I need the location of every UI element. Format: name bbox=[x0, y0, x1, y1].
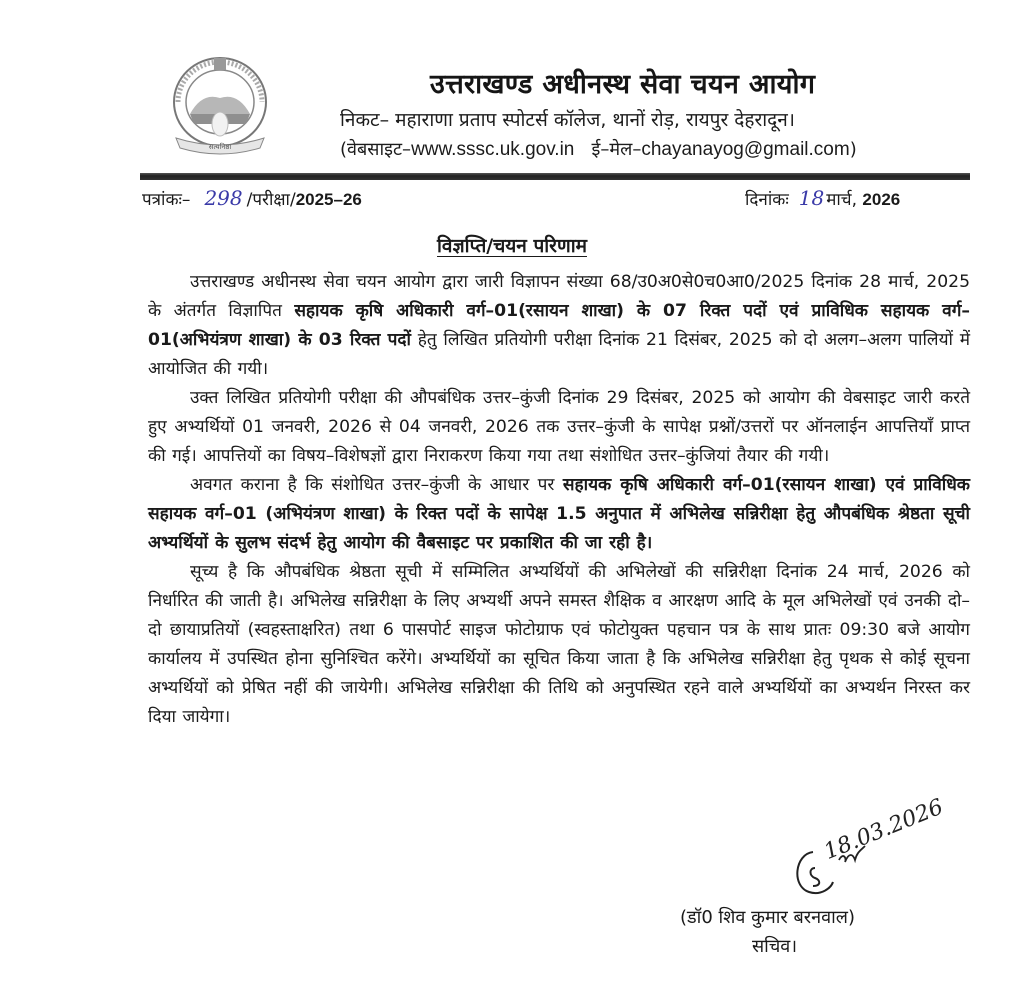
reference-number bbox=[142, 186, 362, 210]
date-month: मार्च, bbox=[826, 190, 857, 210]
paragraph-1 bbox=[148, 268, 970, 384]
contact-suffix: ) bbox=[849, 139, 857, 160]
notice-body bbox=[148, 268, 970, 732]
paragraph-text: सूच्य है कि औपबंधिक श्रेष्ठता सूची में सम्मिलित अभ्यर्थियों की अभिलेखों की सन्निरीक्षा दिनांक 24 मार्च, 2026 को निर्धारित की जाती है। अभिलेख सन्निरीक्षा के लिए अभ्यर्थी अपने समस्त शैक्षिक व आरक्षण आदि के मूल अभिलेखों एवं उनकी दो–दो छायाप्रतियों (स्वहस्ताक्षरित) तथा 6 पासपोर्ट साइज फोटोग्राफ एवं फोटोयुक्त पहचान पत्र के साथ प्रातः 09:30 बजे आयोग कार्यालय में उपस्थित होना सुनिश्चित करेंगे। अभ्यर्थियों का सूचित किया जाता है कि अभिलेख सन्निरीक्षा हेतु पृथक से कोई सूचना अभ्यर्थियों को प्रेषित नहीं की जायेगी। अभिलेख सन्निरीक्षा की तिथि को अनुपस्थित रहने वाले अभ्यर्थियों का अभ्यर्थन निरस्त कर दिया जायेगा। bbox=[148, 562, 970, 727]
svg-text:सत्यनिष्ठा: सत्यनिष्ठा bbox=[208, 143, 232, 151]
date-label: दिनांकः bbox=[745, 190, 789, 210]
paragraph-text: उक्त लिखित प्रतियोगी परीक्षा की औपबंधिक उत्तर–कुंजी दिनांक 29 दिसंबर, 2025 को आयोग की वेबसाइट जारी करते हुए अभ्यर्थियों 01 जनवरी, 2026 से 04 जनवरी, 2026 तक उत्तर–कुंजी के सापेक्ष प्रश्नों/उत्तरों पर ऑनलाईन आपत्तियाँ प्राप्त की गई। आपत्तियों का विषय–विशेषज्ञों द्वारा निराकरण किया गया तथा संशोधित उत्तर–कुंजियां तैयार की गयी। bbox=[148, 388, 970, 466]
reference-year: 2025–26 bbox=[295, 190, 362, 209]
organization-address: निकट– महाराणा प्रताप स्पोटर्स कॉलेज, थानों रोड़, रायपुर देहरादून। bbox=[340, 109, 795, 131]
paragraph-2 bbox=[148, 384, 970, 471]
organization-contact bbox=[340, 137, 857, 161]
handwritten-reference-number: 298 bbox=[204, 186, 243, 210]
commission-emblem-icon bbox=[168, 52, 272, 158]
contact-prefix: (वेबसाइट– bbox=[340, 139, 412, 160]
paragraph-bold-text: सहायक कृषि अधिकारी वर्ग–01(रसायन शाखा) एवं प्राविधिक सहायक वर्ग–01 (अभियंत्रण शाखा) के रिक्त पदों के सापेक्ष 1.5 अनुपात में अभिलेख सन्निरीक्षा हेतु औपबंधिक श्रेष्ठता सूची अभ्यर्थियों के सुलभ संदर्भ हेतु आयोग की वैबसाइट पर प्रकाशित की जा रही है। bbox=[148, 475, 970, 553]
signatory-title: सचिव। bbox=[752, 936, 798, 957]
reference-label: पत्रांकः– bbox=[142, 190, 191, 210]
paragraph-text: अवगत कराना है कि संशोधित उत्तर–कुंजी के आधार पर bbox=[190, 475, 563, 495]
subject-text: विज्ञप्ति/चयन परिणाम bbox=[437, 235, 587, 257]
paragraph-text: हेतु लिखित प्रतियोगी परीक्षा दिनांक 21 दिसंबर, 2025 को दो अलग–अलग पालियों में आयोजित की गयी। bbox=[148, 330, 970, 379]
paragraph-text: उत्तराखण्ड अधीनस्थ सेवा चयन आयोग द्वारा जारी विज्ञापन संख्या 68/उ0अ0से0च0आ0/2025 दिनांक 28 मार्च, 2025 के अंतर्गत विज्ञापित bbox=[148, 272, 970, 321]
signature-date: 18.03.2026 bbox=[820, 794, 947, 865]
signatory-name: (डॉ0 शिव कुमार बरनवाल) bbox=[680, 907, 855, 928]
organization-name: उत्तराखण्ड अधीनस्थ सेवा चयन आयोग bbox=[430, 69, 816, 100]
paragraph-3 bbox=[148, 471, 970, 558]
notice-subject bbox=[0, 232, 1024, 258]
handwritten-day: 18 bbox=[798, 186, 825, 210]
paragraph-4 bbox=[148, 558, 970, 732]
issue-date bbox=[745, 186, 900, 210]
paragraph-bold-text: सहायक कृषि अधिकारी वर्ग–01(रसायन शाखा) के 07 रिक्त पदों एवं प्राविधिक सहायक वर्ग–01(अभियंत्रण शाखा) के 03 रिक्त पदों bbox=[148, 301, 971, 350]
email-link[interactable]: chayanayog@gmail.com bbox=[641, 139, 850, 160]
date-year: 2026 bbox=[862, 190, 901, 209]
letterhead-divider bbox=[140, 173, 970, 180]
email-label: ई–मेल– bbox=[591, 139, 642, 160]
website-link[interactable]: www.sssc.uk.gov.in bbox=[411, 139, 575, 160]
reference-department: /परीक्षा/ bbox=[246, 190, 296, 210]
